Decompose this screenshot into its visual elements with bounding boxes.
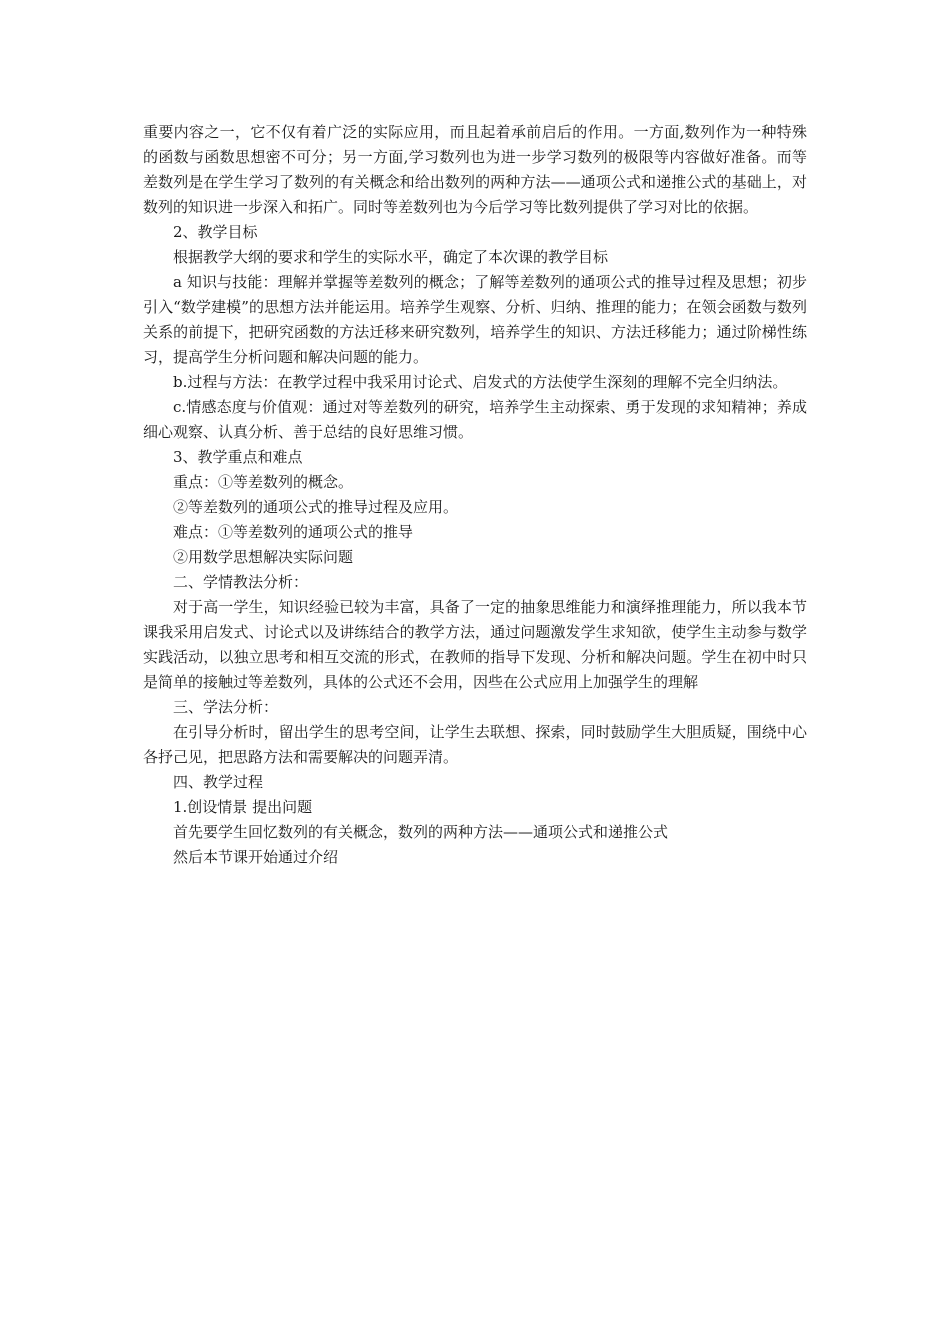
subsection-heading: 1.创设情景 提出问题 — [173, 798, 313, 816]
list-item: ②等差数列的通项公式的推导过程及应用。 — [173, 498, 459, 516]
section-heading-student-analysis: 二、学情教法分析： — [173, 573, 309, 591]
paragraph: a 知识与技能：理解并掌握等差数列的概念；了解等差数列的通项公式的推导过程及思想；初步引入“数学建模”的思想方法并能运用。培养学生观察、分析、归纳、推理的能力；在领会函数与数列关系的前提下，把研究函数的方法迁移来研究数列，培养学生的知识、方法迁移能力；通过阶梯性练习，提高学生分析问题和解决问题的能力。 — [143, 273, 807, 366]
section-heading-learning-method: 三、学法分析： — [173, 698, 279, 716]
paragraph: b.过程与方法：在教学过程中我采用讨论式、启发式的方法使学生深刻的理解不完全归纳法。 — [173, 373, 788, 391]
document-body — [143, 120, 807, 870]
paragraph: 根据教学大纲的要求和学生的实际水平，确定了本次课的教学目标 — [173, 248, 609, 266]
paragraph: 重要内容之一，它不仅有着广泛的实际应用，而且起着承前启后的作用。一方面,数列作为一种特殊的函数与函数思想密不可分；另一方面,学习数列也为进一步学习数列的极限等内容做好准备。而等差数列是在学生学习了数列的有关概念和给出数列的两种方法——通项公式和递推公式的基础上，对数列的知识进一步深入和拓广。同时等差数列也为今后学习等比数列提供了学习对比的依据。 — [143, 123, 807, 216]
section-heading-teaching-process: 四、教学过程 — [173, 773, 264, 791]
section-heading-teaching-goals: 2、教学目标 — [173, 223, 258, 241]
list-item: ②用数学思想解决实际问题 — [173, 548, 354, 566]
list-item: 重点：①等差数列的概念。 — [173, 473, 354, 491]
paragraph: 对于高一学生，知识经验已较为丰富，具备了一定的抽象思维能力和演绎推理能力，所以我本节课我采用启发式、讨论式以及讲练结合的教学方法，通过问题激发学生求知欲，使学生主动参与数学实践活动，以独立思考和相互交流的形式，在教师的指导下发现、分析和解决问题。学生在初中时只是简单的接触过等差数列，具体的公式还不会用，因些在公式应用上加强学生的理解 — [143, 598, 807, 691]
paragraph: 首先要学生回忆数列的有关概念，数列的两种方法——通项公式和递推公式 — [173, 823, 669, 841]
paragraph: 然后本节课开始通过介绍 — [173, 848, 339, 866]
paragraph: 在引导分析时，留出学生的思考空间，让学生去联想、探索，同时鼓励学生大胆质疑，围绕中心各抒己见，把思路方法和需要解决的问题弄清。 — [143, 723, 807, 766]
list-item: 难点：①等差数列的通项公式的推导 — [173, 523, 414, 541]
paragraph: c.情感态度与价值观：通过对等差数列的研究，培养学生主动探索、勇于发现的求知精神；养成细心观察、认真分析、善于总结的良好思维习惯。 — [143, 398, 807, 441]
section-heading-key-points: 3、教学重点和难点 — [173, 448, 303, 466]
